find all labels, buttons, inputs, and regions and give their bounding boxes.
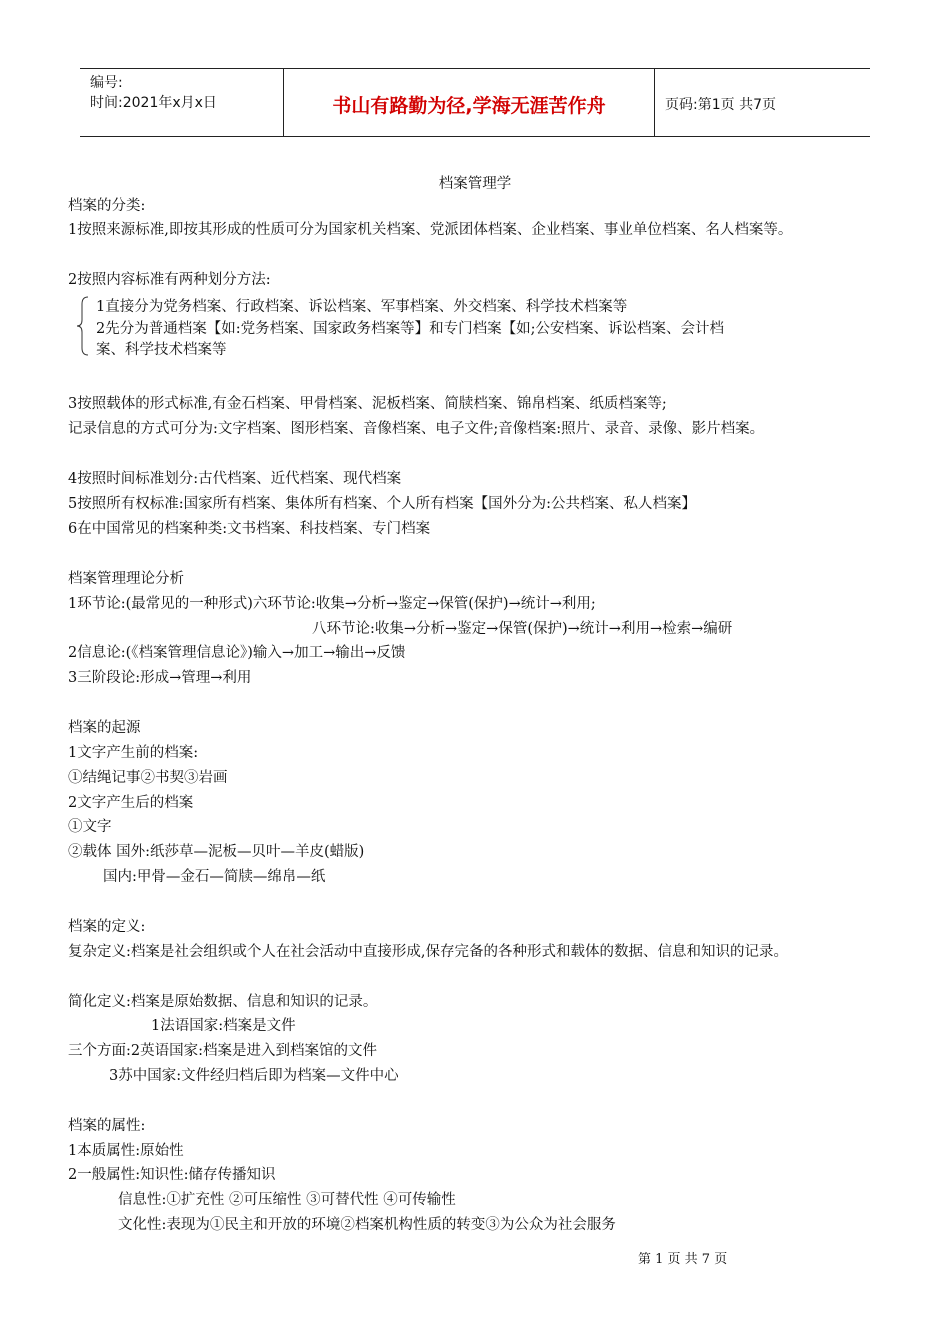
number-label: 编号:: [90, 75, 123, 91]
paragraph: 2一般属性:知识性:储存传播知识: [68, 1167, 276, 1183]
paragraph: 3苏中国家:文件经归档后即为档案—文件中心: [109, 1068, 399, 1084]
paragraph: 2信息论:(《档案管理信息论》)输入→加工→输出→反馈: [68, 645, 406, 661]
list-item: 1直接分为党务档案、行政档案、诉讼档案、军事档案、外交档案、科学技术档案等: [96, 299, 628, 315]
paragraph: 复杂定义:档案是社会组织或个人在社会活动中直接形成,保存完备的各种形式和载体的数据、信息和知识的记录。: [68, 944, 788, 960]
header-divider: [654, 69, 655, 136]
paragraph: 1文字产生前的档案:: [68, 745, 199, 761]
paragraph: 2文字产生后的档案: [68, 795, 194, 811]
paragraph: 1法语国家:档案是文件: [151, 1018, 296, 1034]
paragraph: 5按照所有权标准:国家所有档案、集体所有档案、个人所有档案【国外分为:公共档案、私人档案】: [68, 496, 696, 512]
paragraph: 1环节论:(最常见的一种形式)六环节论:收集→分析→鉴定→保管(保护)→统计→利用;: [68, 596, 596, 612]
paragraph: ②载体 国外:纸莎草—泥板—贝叶—羊皮(蜡版): [68, 844, 365, 860]
header-page-label: 页码:第1页 共7页: [665, 97, 776, 113]
page-footer: 第 1 页 共 7 页: [638, 1252, 728, 1267]
section-heading: 档案的定义:: [68, 919, 146, 935]
paragraph: ①文字: [68, 819, 112, 835]
section-heading: 档案的分类:: [68, 198, 146, 214]
paragraph: 记录信息的方式可分为:文字档案、图形档案、音像档案、电子文件;音像档案:照片、录音、录像、影片档案。: [68, 421, 765, 437]
paragraph: 6在中国常见的档案种类:文书档案、科技档案、专门档案: [68, 521, 431, 537]
paragraph: 三个方面:2英语国家:档案是进入到档案馆的文件: [68, 1043, 377, 1059]
header-motto: 书山有路勤为径,学海无涯苦作舟: [332, 95, 606, 117]
header-meta: [90, 73, 217, 113]
section-heading: 档案的起源: [68, 720, 141, 736]
paragraph: 4按照时间标准划分:古代档案、近代档案、现代档案: [68, 471, 402, 487]
list-item: 2先分为普通档案【如:党务档案、国家政务档案等】和专门档案【如;公安档案、诉讼档案、会计档: [96, 321, 724, 337]
brace-icon: [76, 296, 90, 356]
section-heading: 档案管理理论分析: [68, 571, 184, 587]
paragraph: 八环节论:收集→分析→鉴定→保管(保护)→统计→利用→检索→编研: [312, 621, 733, 637]
section-heading: 档案的属性:: [68, 1118, 146, 1134]
time-label: 时间:2021年x月x日: [90, 95, 217, 111]
paragraph: 简化定义:档案是原始数据、信息和知识的记录。: [68, 994, 378, 1010]
paragraph: 1本质属性:原始性: [68, 1143, 184, 1159]
page-header: [80, 68, 870, 137]
paragraph: 信息性:①扩充性 ②可压缩性 ③可替代性 ④可传输性: [118, 1192, 456, 1208]
paragraph: 文化性:表现为①民主和开放的环境②档案机构性质的转变③为公众为社会服务: [118, 1217, 616, 1233]
paragraph: 3按照载体的形式标准,有金石档案、甲骨档案、泥板档案、简牍档案、锦帛档案、纸质档案等;: [68, 396, 667, 412]
paragraph: 3三阶段论:形成→管理→利用: [68, 670, 252, 686]
paragraph: 1按照来源标准,即按其形成的性质可分为国家机关档案、党派团体档案、企业档案、事业单位档案、名人档案等。: [68, 222, 793, 238]
paragraph: ①结绳记事②书契③岩画: [68, 770, 228, 786]
paragraph: 国内:甲骨—金石—简牍—绵帛—纸: [103, 869, 326, 885]
paragraph: 2按照内容标准有两种划分方法:: [68, 272, 271, 288]
document-title: 档案管理学: [438, 176, 512, 192]
list-item: 案、科学技术档案等: [96, 342, 227, 358]
